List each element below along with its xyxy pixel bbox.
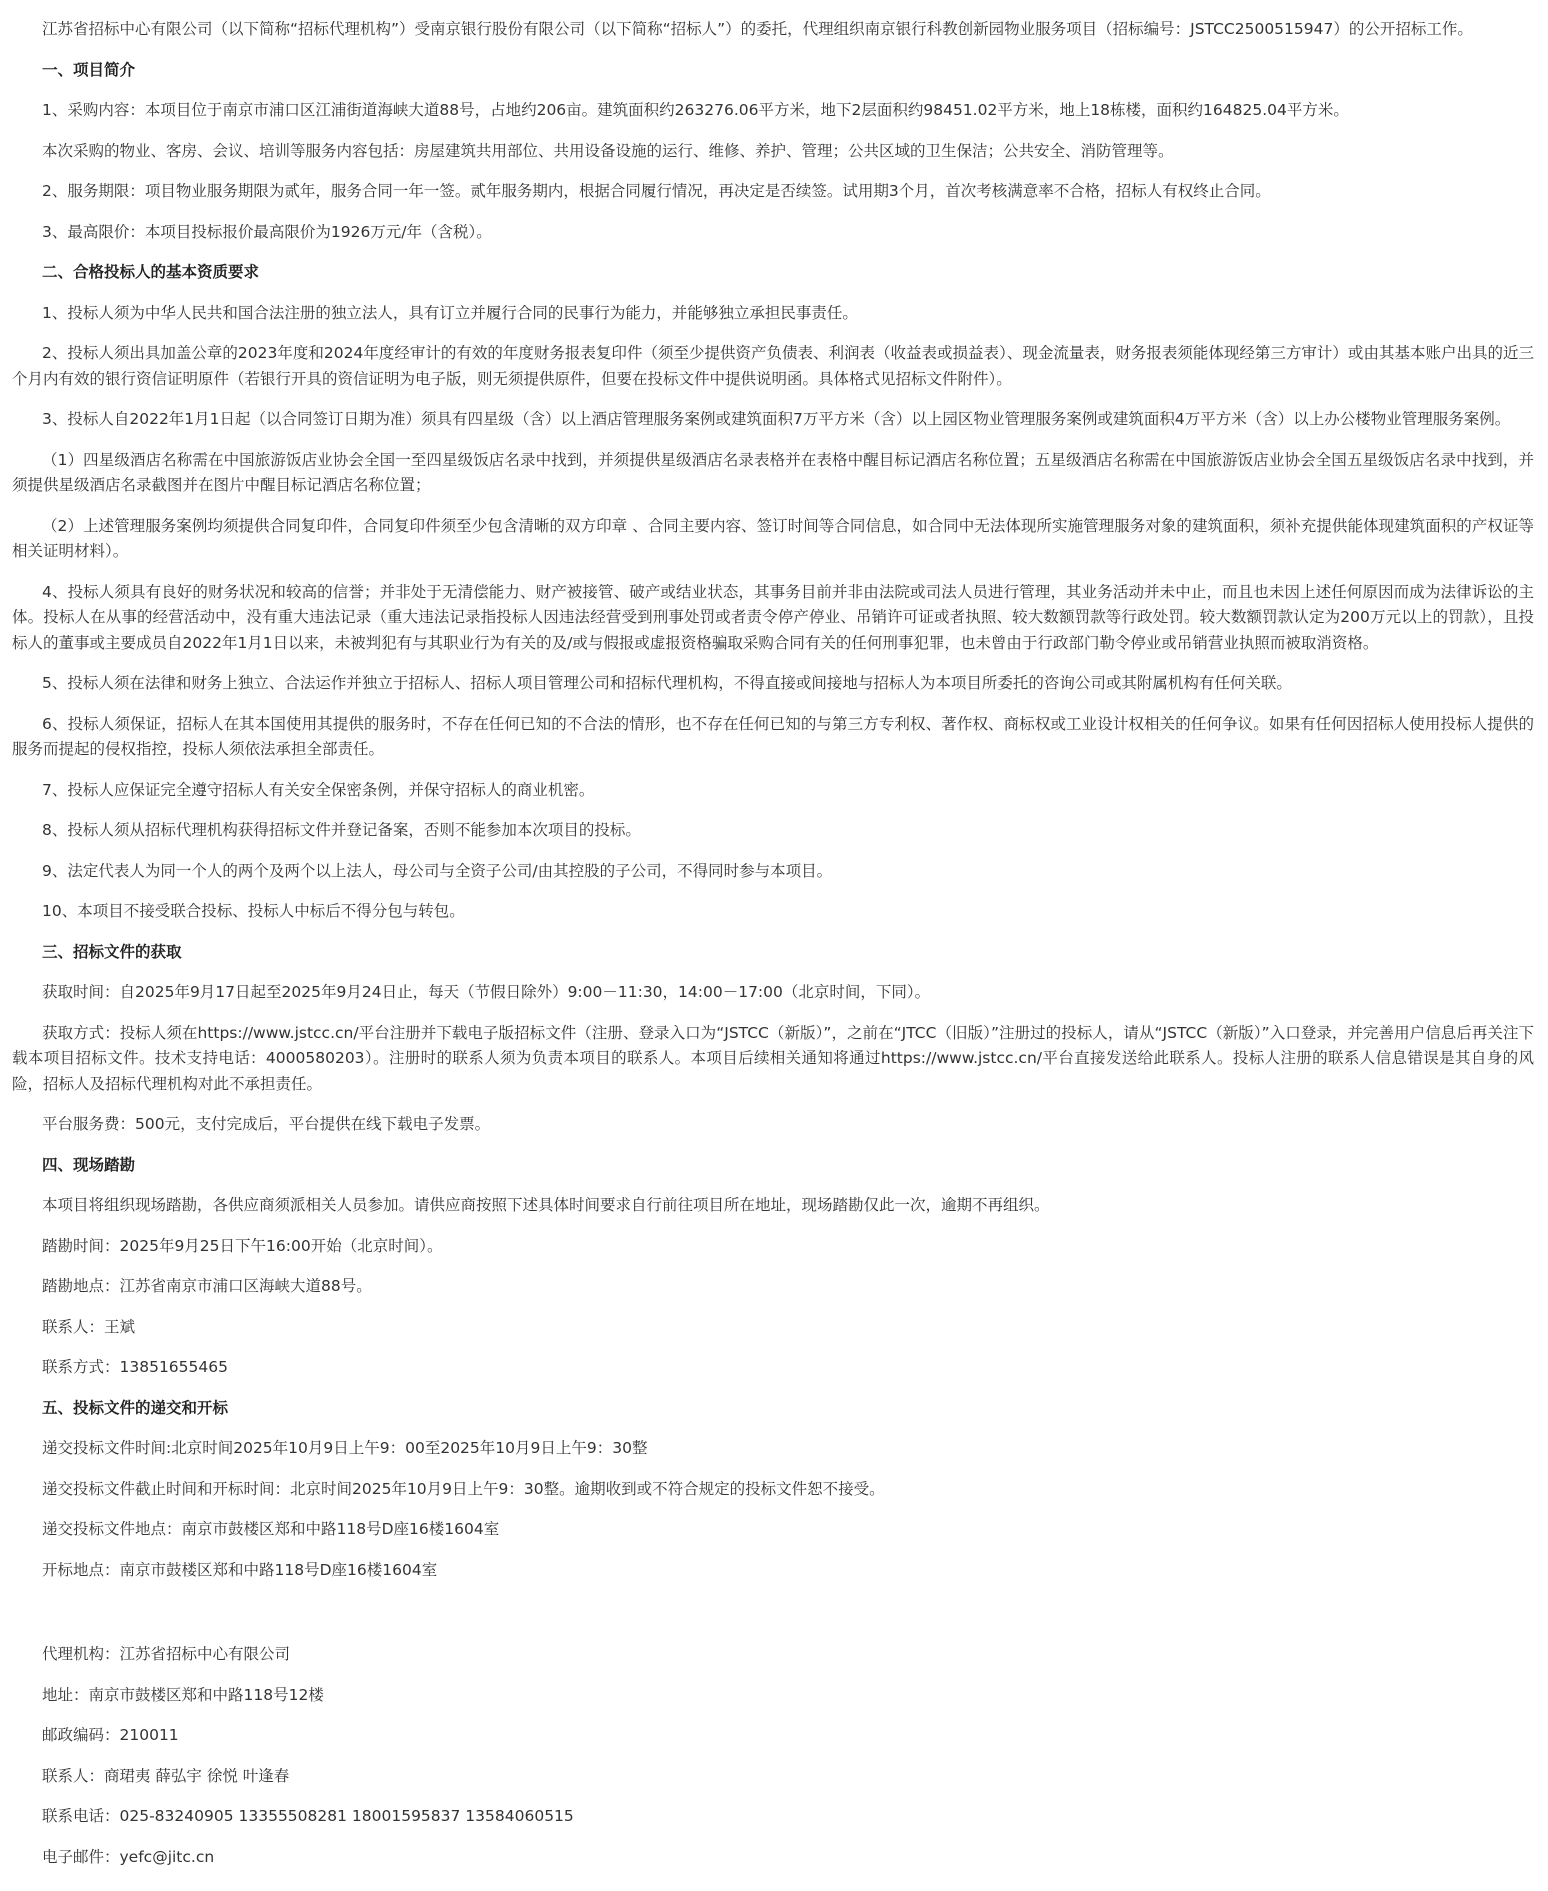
contact-phones: 联系电话：025-83240905 13355508281 18001595837 13584060515 [42, 1807, 574, 1825]
contact-address: 地址：南京市鼓楼区郑和中路118号12楼 [42, 1685, 324, 1704]
qualification-item: 2、投标人须出具加盖公章的2023年度和2024年度经审计的有效的年度财务报表复印件（须至少提供资产负债表、利润表（收益表或损益表）、现金流量表，财务报表须能体现经第三方审计）或由其基本账户出具的近三个月内有效的银行资信证明原件（若银行开具的资信证明为电子版，则无须提供原件，但要在投标文件中提供说明函。具体格式见招标文件附件）。 [12, 344, 1534, 388]
section-heading-document-acquisition: 三、招标文件的获取 [42, 942, 182, 961]
contact-email: 电子邮件：yefc@jitc.cn [42, 1847, 215, 1866]
submission-deadline: 递交投标文件截止时间和开标时间：北京时间2025年10月9日上午9：30整。逾期收到或不符合规定的投标文件恕不接受。 [42, 1479, 885, 1498]
spacer [12, 1598, 1534, 1642]
qualification-item: 10、本项目不接受联合投标、投标人中标后不得分包与转包。 [42, 902, 465, 920]
qualification-subitem: （2）上述管理服务案例均须提供合同复印件，合同复印件须至少包含清晰的双方印章 、合同主要内容、签订时间等合同信息，如合同中无法体现所实施管理服务对象的建筑面积，须补充提供能体现建筑面积的产权证等相关证明材料）。 [12, 516, 1534, 560]
section-heading-bid-submission: 五、投标文件的递交和开标 [42, 1398, 229, 1417]
acquisition-time-paragraph: 获取时间：自2025年9月17日起至2025年9月24日止，每天（节假日除外）9:00－11:30，14:00－17:00（北京时间，下同）。 [42, 983, 931, 1001]
site-visit-contact: 联系人：王斌 [42, 1317, 136, 1336]
max-price-paragraph: 3、最高限价：本项目投标报价最高限价为1926万元/年（含税）。 [42, 222, 492, 241]
site-visit-phone: 联系方式：13851655465 [42, 1358, 228, 1376]
qualification-item: 7、投标人应保证完全遵守招标人有关安全保密条例，并保守招标人的商业机密。 [42, 780, 595, 799]
qualification-item: 5、投标人须在法律和财务上独立、合法运作并独立于招标人、招标人项目管理公司和招标代理机构，不得直接或间接地与招标人为本项目所委托的咨询公司或其附属机构有任何关联。 [42, 674, 1292, 692]
procurement-content-paragraph: 1、采购内容：本项目位于南京市浦口区江浦街道海峡大道88号，占地约206亩。建筑面积约263276.06平方米，地下2层面积约98451.02平方米，地上18栋楼，面积约164825.04平方米。 [42, 101, 1349, 119]
platform-fee-paragraph: 平台服务费：500元，支付完成后，平台提供在线下载电子发票。 [42, 1115, 491, 1133]
qualification-item: 3、投标人自2022年1月1日起（以合同签订日期为准）须具有四星级（含）以上酒店管理服务案例或建筑面积7万平方米（含）以上园区物业管理服务案例或建筑面积4万平方米（含）以上办公楼物业管理服务案例。 [42, 410, 1511, 428]
section-heading-qualifications: 二、合格投标人的基本资质要求 [42, 263, 260, 281]
qualification-item: 8、投标人须从招标代理机构获得招标文件并登记备案，否则不能参加本次项目的投标。 [42, 821, 641, 839]
service-term-paragraph: 2、服务期限：项目物业服务期限为贰年，服务合同一年一签。贰年服务期内，根据合同履行情况，再决定是否续签。试用期3个月，首次考核满意率不合格，招标人有权终止合同。 [42, 182, 1271, 200]
site-visit-paragraph: 本项目将组织现场踏勘，各供应商须派相关人员参加。请供应商按照下述具体时间要求自行前往项目所在地址，现场踏勘仅此一次，逾期不再组织。 [42, 1196, 1050, 1214]
contact-postcode: 邮政编码：210011 [42, 1726, 179, 1744]
section-heading-site-visit: 四、现场踏勘 [42, 1155, 136, 1174]
acquisition-method-paragraph: 获取方式：投标人须在https://www.jstcc.cn/平台注册并下载电子版招标文件（注册、登录入口为“JSTCC（新版）”，之前在“JTCC（旧版）”注册过的投标人，请从“JSTCC（新版）”入口登录，并完善用户信息后再关注下载本项目招标文件。技术支持电话：4000580203）。注册时的联系人须为负责本项目的联系人。本项目后续相关通知将通过https://www.jstcc.cn/平台直接发送给此联系人。投标人注册的联系人信息错误是其自身的风险，招标人及招标代理机构对此不承担责任。 [12, 1023, 1534, 1093]
section-heading-project-overview: 一、项目简介 [42, 60, 136, 79]
submission-location: 递交投标文件地点：南京市鼓楼区郑和中路118号D座16楼1604室 [42, 1520, 500, 1538]
submission-time: 递交投标文件时间:北京时间2025年10月9日上午9：00至2025年10月9日上午9：30整 [42, 1439, 648, 1457]
site-visit-location: 踏勘地点：江苏省南京市浦口区海峡大道88号。 [42, 1277, 372, 1295]
contact-agency: 代理机构：江苏省招标中心有限公司 [42, 1645, 291, 1663]
qualification-item: 4、投标人须具有良好的财务状况和较高的信誉；并非处于无清偿能力、财产被接管、破产或结业状态，其事务目前并非由法院或司法人员进行管理，其业务活动并未中止，而且也未因上述任何原因而成为法律诉讼的主体。投标人在从事的经营活动中，没有重大违法记录（重大违法记录指投标人因违法经营受到刑事处罚或者责令停产停业、吊销许可证或者执照、较大数额罚款等行政处罚。较大数额罚款认定为200万元以上的罚款），且投标人的董事或主要成员自2022年1月1日以来，未被判犯有与其职业行为有关的及/或与假报或虚报资格骗取采购合同有关的任何刑事犯罪，也未曾由于行政部门勒令停业或吊销营业执照而被取消资格。 [12, 582, 1534, 652]
intro-paragraph: 江苏省招标中心有限公司（以下简称“招标代理机构”）受南京银行股份有限公司（以下简称“招标人”）的委托，代理组织南京银行科教创新园物业服务项目（招标编号：JSTCC2500515947）的公开招标工作。 [42, 20, 1473, 38]
contact-persons: 联系人：商珺夷 薛弘宇 徐悦 叶逢春 [42, 1766, 290, 1785]
site-visit-time: 踏勘时间：2025年9月25日下午16:00开始（北京时间）。 [42, 1236, 443, 1255]
qualification-item: 1、投标人须为中华人民共和国合法注册的独立法人，具有订立并履行合同的民事行为能力，并能够独立承担民事责任。 [42, 303, 858, 322]
qualification-subitem: （1）四星级酒店名称需在中国旅游饭店业协会全国一至四星级饭店名录中找到，并须提供星级酒店名录表格并在表格中醒目标记酒店名称位置；五星级酒店名称需在中国旅游饭店业协会全国五星级饭店名录中找到，并须提供星级酒店名录截图并在图片中醒目标记酒店名称位置； [12, 450, 1534, 494]
opening-location: 开标地点：南京市鼓楼区郑和中路118号D座16楼1604室 [42, 1560, 438, 1579]
service-scope-paragraph: 本次采购的物业、客房、会议、培训等服务内容包括：房屋建筑共用部位、共用设备设施的运行、维修、养护、管理；公共区域的卫生保洁；公共安全、消防管理等。 [42, 141, 1174, 160]
qualification-item: 6、投标人须保证，招标人在其本国使用其提供的服务时，不存在任何已知的不合法的情形，也不存在任何已知的与第三方专利权、著作权、商标权或工业设计权相关的任何争议。如果有任何因招标人使用投标人提供的服务而提起的侵权指控，投标人须依法承担全部责任。 [12, 714, 1534, 758]
qualification-item: 9、法定代表人为同一个人的两个及两个以上法人，母公司与全资子公司/由其控股的子公司，不得同时参与本项目。 [42, 861, 833, 880]
